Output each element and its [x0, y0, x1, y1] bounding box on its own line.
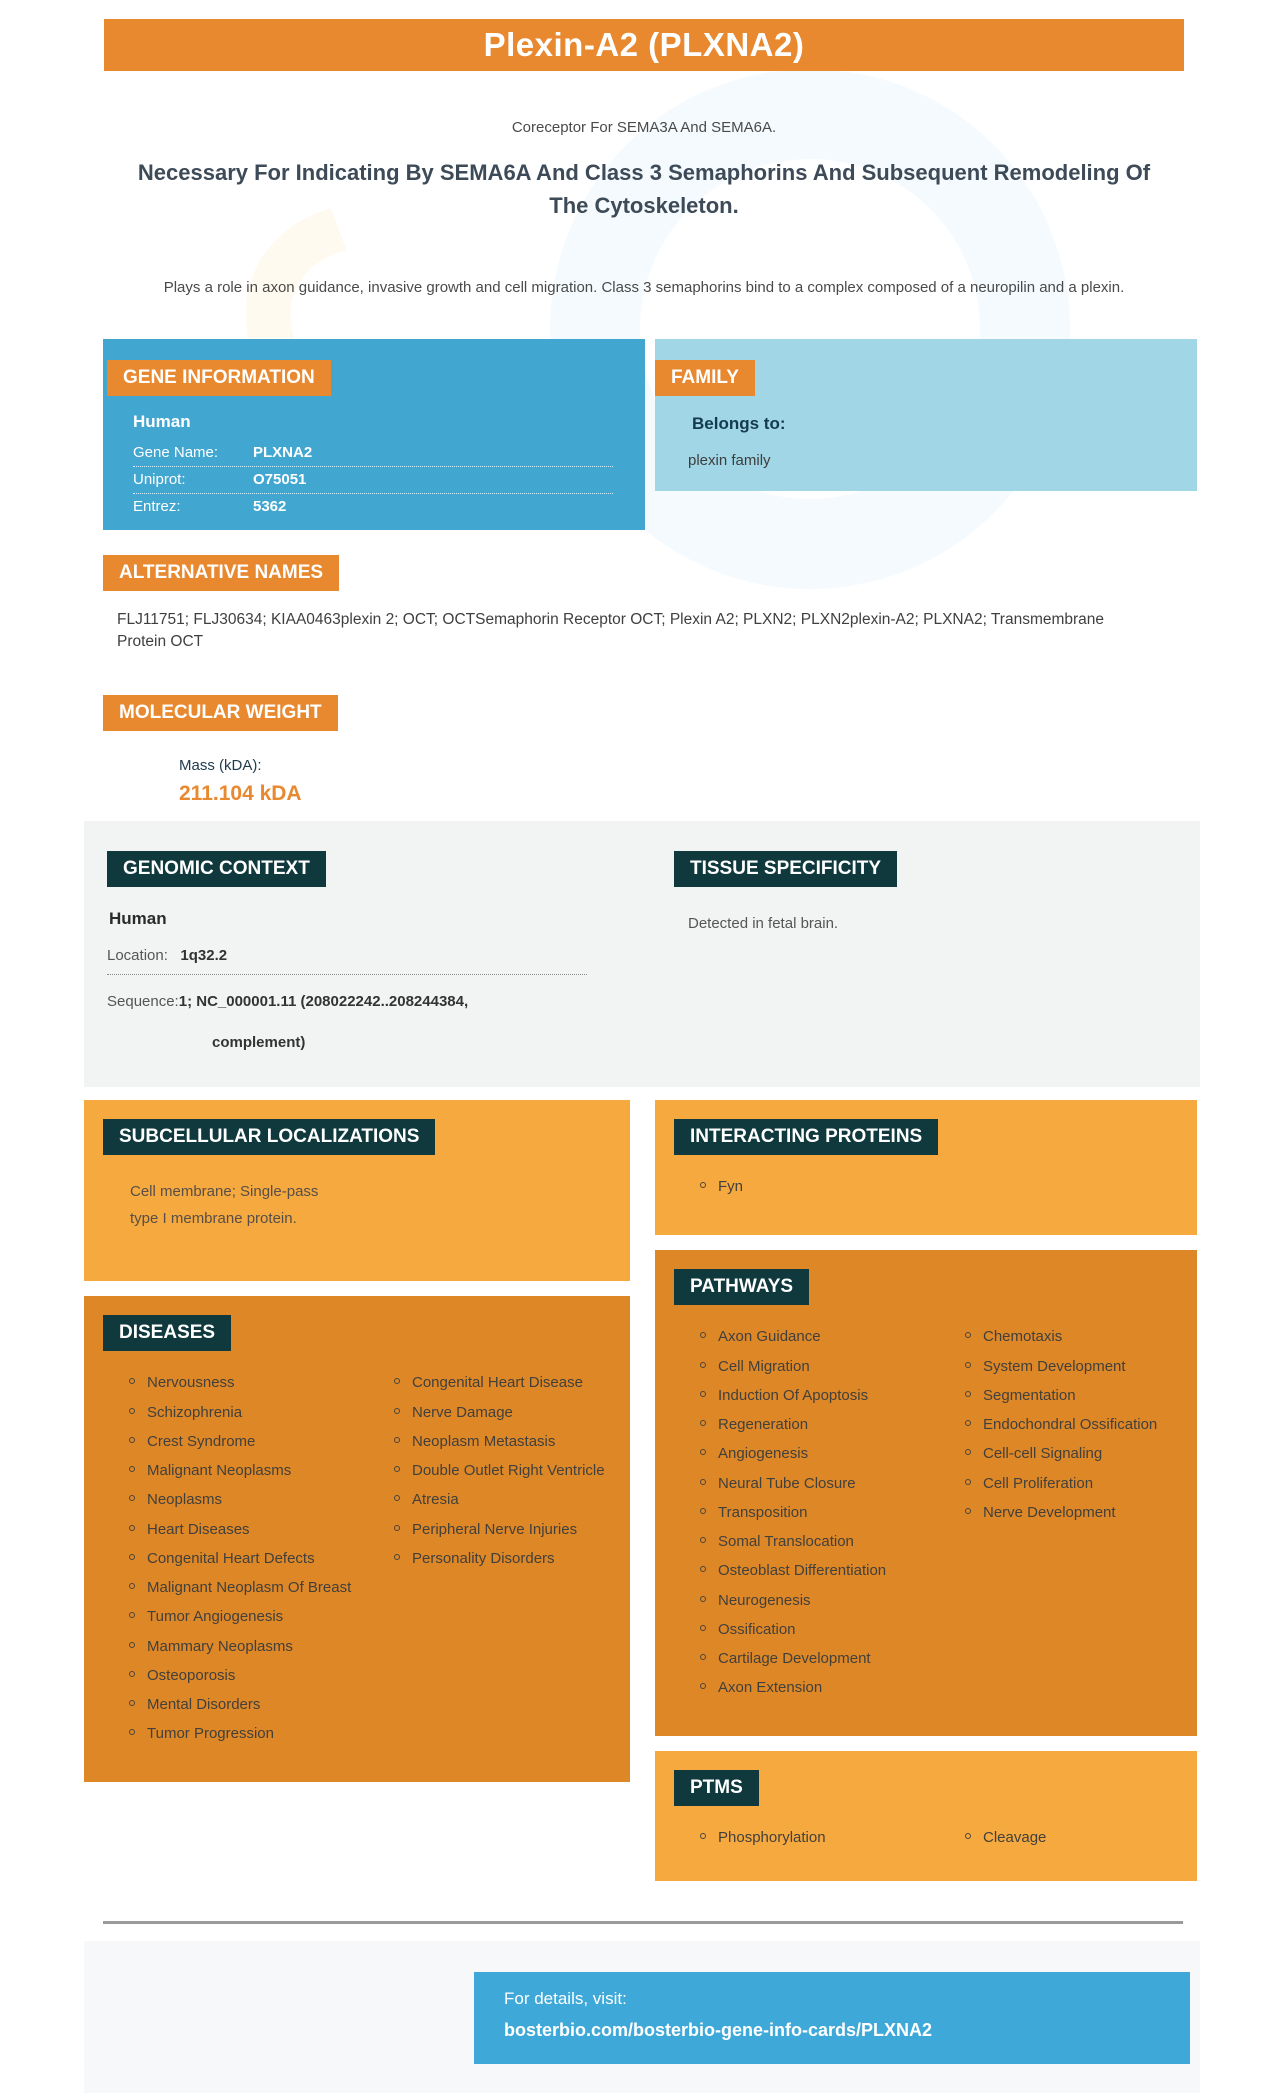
bullet-icon — [700, 1182, 706, 1188]
list-item — [394, 1490, 609, 1510]
list-item — [965, 1357, 1180, 1377]
list-item — [700, 1444, 950, 1464]
list-item — [700, 1561, 950, 1581]
list-item-label: Neoplasms — [147, 1491, 223, 1509]
diseases-section — [84, 1296, 630, 1781]
mass-label: Mass (kDA): — [179, 757, 262, 775]
bullet-icon — [394, 1378, 400, 1384]
gene-name-label: Gene Name: — [133, 443, 219, 461]
list-item-label: Cell Migration — [718, 1357, 810, 1375]
list-item-label: Neoplasm Metastasis — [412, 1432, 556, 1450]
bullet-icon — [394, 1554, 400, 1560]
bullet-icon — [129, 1583, 135, 1589]
list-item-label: Chemotaxis — [983, 1328, 1063, 1346]
list-item-label: Ossification — [718, 1620, 796, 1638]
list-item — [129, 1461, 379, 1481]
family-header: FAMILY — [655, 360, 755, 396]
subtitle: Coreceptor For SEMA3A And SEMA6A. — [511, 119, 777, 136]
bullet-icon — [965, 1420, 971, 1426]
bullet-icon — [129, 1554, 135, 1560]
list-item-label: Regeneration — [718, 1416, 809, 1434]
list-item — [700, 1327, 950, 1347]
list-item — [700, 1503, 950, 1523]
molecular-weight-section — [103, 695, 1183, 806]
list-item — [394, 1461, 609, 1481]
list-item — [700, 1357, 950, 1377]
molecular-weight-header: MOLECULAR WEIGHT — [103, 695, 338, 731]
bullet-icon — [129, 1700, 135, 1706]
list-item — [700, 1620, 950, 1640]
list-item — [129, 1607, 379, 1627]
mass-value: 211.104 kDA — [179, 782, 302, 806]
sequence-value-continued: complement) — [212, 1034, 306, 1052]
list-item — [965, 1386, 1180, 1406]
list-item — [129, 1490, 379, 1510]
bullet-icon — [965, 1332, 971, 1338]
list-item — [129, 1637, 379, 1657]
bullet-icon — [700, 1683, 706, 1689]
left-column — [84, 1100, 630, 1881]
bullet-icon — [700, 1391, 706, 1397]
list-item-label: Mammary Neoplasms — [147, 1637, 293, 1655]
list-item-label: Nervousness — [147, 1374, 235, 1392]
subcellular-localizations-section — [84, 1100, 630, 1281]
list-item-label: Personality Disorders — [412, 1549, 555, 1567]
lead-heading: Necessary For Indicating By SEMA6A And Class 3 Semaphorins And Subsequent Remodeling Of The Cytoskeleton. — [137, 160, 1151, 218]
description: Plays a role in axon guidance, invasive growth and cell migration. Class 3 semaphorins bind to a complex composed of a neuropilin and a plexin. — [163, 279, 1125, 296]
bullet-icon — [129, 1525, 135, 1531]
sequence-value: 1; NC_000001.11 (208022242..208244384, — [178, 993, 469, 1011]
bullet-icon — [700, 1596, 706, 1602]
diseases-column-1 — [129, 1373, 379, 1753]
list-item-label: Schizophrenia — [147, 1403, 243, 1421]
list-item — [394, 1520, 609, 1540]
list-item-label: Endochondral Ossification — [983, 1416, 1158, 1434]
footer-details-box — [474, 1972, 1190, 2064]
bullet-icon — [394, 1525, 400, 1531]
list-item-label: Mental Disorders — [147, 1696, 261, 1714]
gene-information-header: GENE INFORMATION — [107, 360, 331, 396]
tissue-specificity-header: TISSUE SPECIFICITY — [674, 851, 897, 887]
orange-boxes-area — [84, 1100, 1200, 1881]
bullet-icon — [965, 1449, 971, 1455]
list-item-label: Osteoporosis — [147, 1666, 236, 1684]
entrez-label: Entrez: — [133, 497, 181, 515]
list-item-label: Nerve Damage — [412, 1403, 513, 1421]
list-item-label: Somal Translocation — [718, 1533, 854, 1551]
list-item-label: Malignant Neoplasms — [147, 1462, 292, 1480]
list-item-label: Tumor Progression — [147, 1725, 274, 1743]
list-item — [700, 1177, 950, 1197]
bullet-icon — [965, 1479, 971, 1485]
bullet-icon — [700, 1479, 706, 1485]
pathways-column-2 — [965, 1327, 1180, 1707]
footer-url-link[interactable]: bosterbio.com/bosterbio-gene-info-cards/PLXNA2 — [504, 2019, 933, 2040]
pathways-column-1 — [700, 1327, 950, 1707]
bullet-icon — [700, 1625, 706, 1631]
list-item-label: Crest Syndrome — [147, 1432, 256, 1450]
bullet-icon — [700, 1508, 706, 1514]
list-item-label: Cell Proliferation — [983, 1474, 1094, 1492]
footer-visit-label: For details, visit: — [504, 1988, 627, 2008]
list-item — [129, 1549, 379, 1569]
uniprot-value: O75051 — [253, 470, 307, 488]
bullet-icon — [129, 1408, 135, 1414]
list-item — [129, 1373, 379, 1393]
ptms-lists — [674, 1806, 1197, 1857]
gene-info-card — [0, 19, 1288, 2093]
list-item — [394, 1432, 609, 1452]
alternative-names-header: ALTERNATIVE NAMES — [103, 555, 339, 591]
gene-name-value: PLXNA2 — [253, 443, 313, 461]
page-title: Plexin-A2 (PLXNA2) — [483, 26, 805, 63]
list-item — [129, 1520, 379, 1540]
list-item-label: Neural Tube Closure — [718, 1474, 856, 1492]
family-section — [655, 339, 1197, 491]
bullet-icon — [700, 1332, 706, 1338]
footer-divider — [103, 1921, 1183, 1924]
list-item — [965, 1444, 1180, 1464]
list-item-label: Axon Extension — [718, 1679, 823, 1697]
list-item-label: Congenital Heart Disease — [412, 1374, 583, 1392]
list-item — [129, 1724, 379, 1744]
diseases-lists — [103, 1351, 630, 1753]
bullet-icon — [965, 1833, 971, 1839]
sequence-row — [107, 993, 664, 1020]
bullet-icon — [700, 1449, 706, 1455]
bullet-icon — [700, 1537, 706, 1543]
list-item-label: Peripheral Nerve Injuries — [412, 1520, 578, 1538]
list-item — [700, 1678, 950, 1698]
bullet-icon — [129, 1642, 135, 1648]
genomic-context-header: GENOMIC CONTEXT — [107, 851, 326, 887]
list-item — [129, 1403, 379, 1423]
list-item-label: Neurogenesis — [718, 1591, 811, 1609]
list-item — [129, 1578, 379, 1598]
bullet-icon — [394, 1437, 400, 1443]
bullet-icon — [394, 1466, 400, 1472]
list-item-label: Cell-cell Signaling — [983, 1445, 1103, 1463]
list-item — [129, 1432, 379, 1452]
list-item — [965, 1327, 1180, 1347]
list-item-label: Segmentation — [983, 1386, 1076, 1404]
bullet-icon — [700, 1420, 706, 1426]
list-item — [965, 1415, 1180, 1435]
table-row — [133, 440, 613, 467]
list-item-label: Double Outlet Right Ventricle — [412, 1462, 605, 1480]
bullet-icon — [129, 1437, 135, 1443]
alternative-names-text: FLJ11751; FLJ30634; KIAA0463plexin 2; OCT; OCTSemaphorin Receptor OCT; Plexin A2; PLXN2; PLXN2plexin-A2; PLXNA2; Transmembrane Protein OCT — [117, 610, 1105, 650]
bullet-icon — [965, 1391, 971, 1397]
pathways-section — [655, 1250, 1197, 1735]
list-item-label: Transposition — [718, 1503, 808, 1521]
list-item — [700, 1591, 950, 1611]
bullet-icon — [965, 1362, 971, 1368]
genomic-tissue-panel — [84, 821, 1200, 1087]
sequence-label: Sequence: — [107, 993, 179, 1011]
bullet-icon — [700, 1566, 706, 1572]
list-item-label: Angiogenesis — [718, 1445, 809, 1463]
list-item — [700, 1828, 950, 1848]
interacting-proteins-lists — [674, 1155, 1197, 1206]
bullet-icon — [129, 1729, 135, 1735]
right-column — [655, 1100, 1197, 1881]
bullet-icon — [394, 1408, 400, 1414]
family-value: plexin family — [688, 451, 771, 469]
list-item — [394, 1403, 609, 1423]
list-item — [965, 1828, 1180, 1848]
list-item-label: Tumor Angiogenesis — [147, 1608, 284, 1626]
ptms-column-1 — [700, 1828, 950, 1857]
location-row — [107, 947, 587, 975]
ptms-column-2 — [965, 1828, 1180, 1857]
ptms-header: PTMS — [674, 1770, 759, 1806]
bullet-icon — [965, 1508, 971, 1514]
bullet-icon — [129, 1466, 135, 1472]
list-item-label: Fyn — [718, 1178, 744, 1196]
list-item — [700, 1386, 950, 1406]
gene-table — [133, 440, 613, 520]
list-item-label: System Development — [983, 1357, 1126, 1375]
list-item-label: Congenital Heart Defects — [147, 1549, 315, 1567]
list-item-label: Malignant Neoplasm Of Breast — [147, 1579, 352, 1597]
interacting-proteins-column-1 — [700, 1177, 950, 1206]
title-banner — [104, 19, 1184, 71]
genomic-context-section — [84, 851, 664, 1051]
list-item-label: Nerve Development — [983, 1503, 1116, 1521]
tissue-specificity-section — [664, 851, 1174, 1051]
ptms-section — [655, 1751, 1197, 1881]
interacting-proteins-column-2 — [965, 1177, 1180, 1206]
table-row — [133, 467, 613, 494]
diseases-header: DISEASES — [103, 1315, 231, 1351]
list-item — [129, 1695, 379, 1715]
list-item-label: Atresia — [412, 1491, 459, 1509]
location-value: 1q32.2 — [180, 947, 228, 965]
bullet-icon — [129, 1671, 135, 1677]
interacting-proteins-section — [655, 1100, 1197, 1235]
tissue-specificity-text: Detected in fetal brain. — [688, 915, 839, 933]
bullet-icon — [700, 1833, 706, 1839]
gene-information-section — [103, 339, 645, 530]
location-label: Location: — [107, 947, 168, 965]
list-item — [700, 1415, 950, 1435]
bullet-icon — [129, 1495, 135, 1501]
interacting-proteins-header: INTERACTING PROTEINS — [674, 1119, 938, 1155]
entrez-value: 5362 — [253, 497, 287, 515]
list-item — [394, 1373, 609, 1393]
genomic-species: Human — [109, 909, 167, 929]
list-item — [700, 1532, 950, 1552]
list-item — [700, 1474, 950, 1494]
table-row — [133, 494, 613, 520]
family-belongs-label: Belongs to: — [692, 413, 786, 433]
bullet-icon — [129, 1378, 135, 1384]
pathways-lists — [674, 1305, 1197, 1707]
bullet-icon — [394, 1495, 400, 1501]
alternative-names-section — [103, 555, 1183, 654]
list-item — [965, 1503, 1180, 1523]
footer-panel — [84, 1941, 1200, 2093]
list-item-label: Phosphorylation — [718, 1828, 826, 1846]
gene-species: Human — [133, 411, 191, 431]
subcellular-localizations-header: SUBCELLULAR LOCALIZATIONS — [103, 1119, 435, 1155]
uniprot-label: Uniprot: — [133, 470, 186, 488]
list-item — [965, 1474, 1180, 1494]
subcellular-localizations-text: Cell membrane; Single-pass type I membrane protein. — [130, 1183, 319, 1227]
list-item — [700, 1649, 950, 1669]
list-item-label: Induction Of Apoptosis — [718, 1386, 869, 1404]
list-item-label: Cartilage Development — [718, 1650, 871, 1668]
bullet-icon — [700, 1654, 706, 1660]
list-item — [394, 1549, 609, 1569]
diseases-column-2 — [394, 1373, 609, 1753]
bullet-icon — [700, 1362, 706, 1368]
bullet-icon — [129, 1612, 135, 1618]
list-item-label: Heart Diseases — [147, 1520, 250, 1538]
list-item-label: Cleavage — [983, 1828, 1047, 1846]
gene-family-row — [103, 339, 1197, 530]
list-item-label: Osteoblast Differentiation — [718, 1562, 887, 1580]
list-item-label: Axon Guidance — [718, 1328, 821, 1346]
pathways-header: PATHWAYS — [674, 1269, 809, 1305]
list-item — [129, 1666, 379, 1686]
